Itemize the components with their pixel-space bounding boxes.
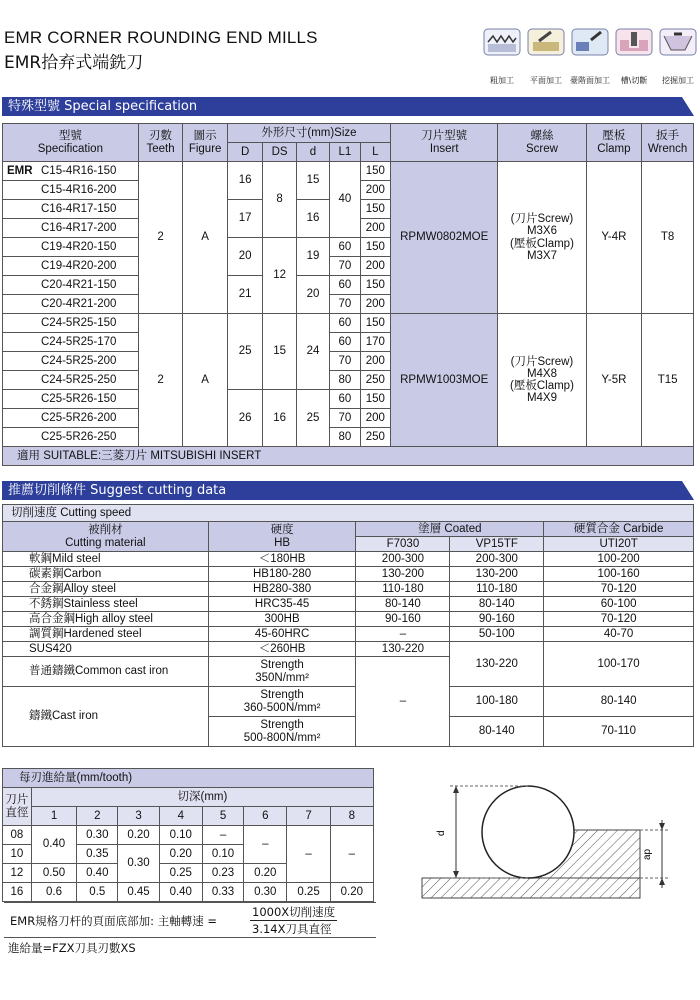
L-cell: 200 [360, 181, 390, 200]
feed-title: 每刃進給量(mm/tooth) [3, 769, 374, 788]
L1-cell: 40 [330, 162, 360, 238]
figure-cell: A [183, 314, 228, 447]
L-cell: 150 [360, 390, 390, 409]
hb-cell: HRC35-45 [208, 597, 356, 612]
col-insert [391, 124, 498, 162]
screw-line: M3X6 [526, 225, 557, 238]
feed-table [2, 768, 374, 902]
depth-8: 8 [330, 807, 373, 826]
D-cell: 20 [227, 238, 262, 276]
hb-cell [208, 687, 356, 717]
d-cell: 20 [296, 276, 329, 314]
hb-line: 500-800N/mm² [243, 731, 321, 744]
f7030-cell: 130-200 [356, 567, 450, 582]
col-hardness-en: HB [274, 536, 291, 549]
feed-cell: 0.25 [159, 864, 202, 883]
d-cell: 19 [296, 238, 329, 276]
vp15tf-cell: 200-300 [450, 552, 544, 567]
material-cell: SUS420 [3, 642, 209, 657]
uti20t-cell: 80-140 [544, 687, 694, 717]
col-wrench-cn: 扳手 [656, 130, 680, 143]
formula-prefix: EMR規格刀杆的頁面底部加: 主軸轉速 = [10, 914, 217, 928]
col-d: d [296, 143, 329, 162]
feed-formula: 進給量=FZX刀具刃數XS [8, 941, 136, 955]
slot-cutting-icon-graphic [615, 28, 653, 56]
model-code: C24-5R25-170 [41, 335, 117, 348]
cavity-machining-icon-graphic [659, 28, 697, 56]
L-cell: 200 [360, 219, 390, 238]
col-vp15tf: VP15TF [450, 537, 544, 552]
depth-1: 1 [31, 807, 76, 826]
feed-cell: 0.40 [77, 864, 118, 883]
model-code: C16-4R17-150 [41, 202, 117, 215]
f7030-cell: – [356, 627, 450, 642]
col-dia-line: 直徑 [5, 806, 29, 819]
dia-cell: 12 [3, 864, 32, 883]
col-insert-cn: 刀片型號 [421, 130, 468, 143]
depth-3: 3 [118, 807, 159, 826]
table-row [3, 826, 374, 845]
shoulder-machining-icon [570, 28, 610, 86]
col-size: 外形尺寸(mm)Size [227, 124, 390, 143]
f7030-cell: 110-180 [356, 582, 450, 597]
material-cell: 不銹鋼Stainless steel [3, 597, 209, 612]
table-row [3, 687, 694, 717]
hb-cell [208, 717, 356, 747]
screw-line: (壓板Clamp) [510, 237, 574, 250]
L-cell: 150 [360, 162, 390, 181]
cutting-speed-table [2, 504, 694, 747]
vp15tf-cell: 130-220 [450, 642, 544, 687]
col-uti20t: UTI20T [544, 537, 694, 552]
formula-numerator: 1000X切削速度 [252, 905, 336, 919]
col-clamp-cn: 壓板 [602, 130, 626, 143]
col-DS: DS [263, 143, 296, 162]
depth-4: 4 [159, 807, 202, 826]
feed-cell: 0.20 [330, 883, 373, 902]
feed-cell: 0.33 [202, 883, 243, 902]
screw-line: (壓板Clamp) [510, 380, 574, 392]
model-code: C25-5R26-200 [41, 411, 117, 424]
hb-cell [208, 657, 356, 687]
uti20t-cell: 100-200 [544, 552, 694, 567]
spec-table [2, 123, 694, 466]
L-cell: 150 [360, 314, 390, 333]
feed-cell: 0.6 [31, 883, 76, 902]
col-spec [3, 124, 139, 162]
ap-label: ap [642, 848, 653, 860]
L1-cell: 60 [330, 238, 360, 257]
wrench-cell: T8 [642, 162, 694, 314]
uti20t-cell: 70-110 [544, 717, 694, 747]
screw-line: (刀片Screw) [510, 355, 574, 368]
L1-cell: 80 [330, 371, 360, 390]
figure-cell: A [183, 162, 228, 314]
material-cell: 軟鋼Mild steel [3, 552, 209, 567]
L1-cell: 60 [330, 390, 360, 409]
depth-6: 6 [244, 807, 287, 826]
L-cell: 200 [360, 409, 390, 428]
cutting-diagram [410, 780, 700, 915]
model-code: C15-4R16-200 [41, 183, 117, 196]
col-screw-en: Screw [525, 142, 558, 155]
feed-cell: – [244, 826, 287, 864]
col-dia-line: 刀片 [5, 794, 29, 807]
rough-machining-icon [482, 28, 522, 86]
model-code: C20-4R21-200 [41, 297, 117, 310]
hb-line: Strength [260, 659, 304, 672]
shoulder-machining-icon-graphic [571, 28, 609, 56]
table-row-model [3, 409, 139, 428]
col-material [3, 522, 209, 552]
col-dia [3, 788, 32, 826]
table-row [3, 567, 694, 582]
L1-cell: 70 [330, 409, 360, 428]
table-row-model [3, 238, 139, 257]
hb-cell: HB280-380 [208, 582, 356, 597]
model-code: C19-4R20-150 [41, 240, 117, 253]
table-row-model [3, 333, 139, 352]
L-cell: 150 [360, 276, 390, 295]
vp15tf-cell: 50-100 [450, 627, 544, 642]
page-title: EMR CORNER ROUNDING END MILLS [4, 28, 318, 47]
table-row [3, 627, 694, 642]
D-cell: 26 [227, 390, 262, 447]
feed-cell: – [287, 826, 330, 883]
screw-line: (刀片Screw) [510, 213, 574, 226]
table-row-model [3, 276, 139, 295]
vp15tf-cell: 90-160 [450, 612, 544, 627]
teeth-cell: 2 [138, 162, 183, 314]
DS-cell: 12 [263, 238, 296, 314]
col-coated: 塗層 Coated [356, 522, 544, 537]
special-spec-bar: 特殊型號 Special specification [2, 97, 682, 116]
col-wrench [642, 124, 694, 162]
shoulder-machining-label: 臺階面加工 [570, 76, 610, 85]
screw-line: M4X8 [526, 367, 557, 380]
model-code: C24-5R25-200 [41, 354, 117, 367]
arrow-head [659, 878, 665, 885]
model-code: C20-4R21-150 [41, 278, 117, 291]
L1-cell: 70 [330, 257, 360, 276]
D-cell: 25 [227, 314, 262, 390]
table-row-model [3, 162, 139, 181]
feed-cell: 0.10 [159, 826, 202, 845]
vp15tf-cell: 100-180 [450, 687, 544, 717]
arrow-head [659, 823, 665, 830]
table-row [3, 597, 694, 612]
model-code: C16-4R17-200 [41, 221, 117, 234]
table-row-model [3, 181, 139, 200]
table-row [3, 612, 694, 627]
material-cell: 普通鑄鐵Common cast iron [3, 657, 209, 687]
hb-cell: 45-60HRC [208, 627, 356, 642]
cutting-data-bar: 推薦切削條件 Suggest cutting data [2, 481, 682, 500]
screw-cell [498, 162, 586, 314]
col-L1: L1 [330, 143, 360, 162]
col-insert-en: Insert [429, 142, 459, 155]
material-cell: 調質鋼Hardened steel [3, 627, 209, 642]
d-cell: 16 [296, 200, 329, 238]
DS-cell: 15 [263, 314, 296, 390]
col-material-cn: 被削材 [88, 524, 123, 537]
DS-cell: 8 [263, 162, 296, 238]
uti20t-cell: 60-100 [544, 597, 694, 612]
table-row-model [3, 314, 139, 333]
col-depth: 切深(mm) [31, 788, 373, 807]
screw-line: M3X7 [526, 249, 557, 262]
feed-cell: 0.30 [118, 845, 159, 883]
col-figure-cn: 圖示 [193, 130, 217, 143]
d-cell: 15 [296, 162, 329, 200]
DS-cell: 16 [263, 390, 296, 447]
machining-icons [482, 28, 698, 85]
dia-cell: 08 [3, 826, 32, 845]
col-carbide: 硬質合金 Carbide [544, 522, 694, 537]
vp15tf-cell: 110-180 [450, 582, 544, 597]
page-subtitle: EMR拾弃式端銑刀 [4, 53, 144, 73]
d-cell: 24 [296, 314, 329, 390]
feed-cell: 0.20 [159, 845, 202, 864]
spec-footer: 適用 SUITABLE:三菱刀片 MITSUBISHI INSERT [3, 447, 694, 466]
D-cell: 17 [227, 200, 262, 238]
col-spec-cn: 型號 [58, 130, 82, 143]
hb-cell: HB180-280 [208, 567, 356, 582]
col-spec-en: Specification [37, 142, 103, 155]
face-machining-icon-graphic [527, 28, 565, 56]
cavity-machining-icon [658, 28, 698, 86]
table-row-model [3, 428, 139, 447]
table-row-model [3, 200, 139, 219]
feed-cell: 0.25 [287, 883, 330, 902]
table-row-model [3, 295, 139, 314]
f7030-cell: 130-220 [356, 642, 450, 657]
teeth-cell: 2 [138, 314, 183, 447]
model-code: C25-5R26-250 [41, 430, 117, 443]
col-material-en: Cutting material [65, 536, 146, 549]
depth-7: 7 [287, 807, 330, 826]
hb-cell: ＜260HB [208, 642, 356, 657]
col-hardness-cn: 硬度 [270, 524, 294, 537]
vp15tf-cell: 80-140 [450, 597, 544, 612]
depth-5: 5 [202, 807, 243, 826]
f7030-cell: 200-300 [356, 552, 450, 567]
col-teeth-en: Teeth [146, 142, 175, 155]
clamp-cell: Y-5R [586, 314, 642, 447]
col-D: D [227, 143, 262, 162]
L-cell: 150 [360, 200, 390, 219]
hb-line: Strength [260, 689, 304, 702]
face-machining-icon [526, 28, 566, 86]
L-cell: 250 [360, 428, 390, 447]
screw-cell [498, 314, 586, 447]
depth-2: 2 [77, 807, 118, 826]
material-cell: 碳素鋼Carbon [3, 567, 209, 582]
model-code: C24-5R25-250 [41, 373, 117, 386]
formula-denominator: 3.14X刀具直徑 [252, 922, 332, 936]
dia-cell: 16 [3, 883, 32, 902]
model-code: C15-4R16-150 [41, 164, 117, 177]
feed-cell: 0.5 [77, 883, 118, 902]
feed-cell: 0.23 [202, 864, 243, 883]
col-figure [183, 124, 228, 162]
table-row-model [3, 352, 139, 371]
f7030-cell: 90-160 [356, 612, 450, 627]
col-hardness [208, 522, 356, 552]
model-code: C24-5R25-150 [41, 316, 117, 329]
cutting-speed-title: 切削速度 Cutting speed [3, 505, 694, 522]
workpiece-base [422, 878, 640, 898]
spindle-formula [4, 902, 376, 938]
round-insert [482, 786, 574, 878]
feed-cell: 0.50 [31, 864, 76, 883]
col-figure-en: Figure [188, 142, 222, 155]
D-cell: 21 [227, 276, 262, 314]
feed-cell: 0.10 [202, 845, 243, 864]
feed-cell: 0.45 [118, 883, 159, 902]
L-cell: 150 [360, 238, 390, 257]
model-code: C19-4R20-200 [41, 259, 117, 272]
feed-cell: 0.35 [77, 845, 118, 864]
col-clamp [586, 124, 642, 162]
L-cell: 200 [360, 295, 390, 314]
uti20t-cell: 100-170 [544, 642, 694, 687]
table-row [3, 582, 694, 597]
uti20t-cell: 70-120 [544, 612, 694, 627]
L-cell: 170 [360, 333, 390, 352]
table-row-model [3, 219, 139, 238]
feed-cell: 0.20 [244, 864, 287, 883]
d-label: d [436, 830, 447, 836]
table-row [3, 883, 374, 902]
wrench-cell: T15 [642, 314, 694, 447]
insert-cell: RPMW1003MOE [391, 314, 498, 447]
insert-cell: RPMW0802MOE [391, 162, 498, 314]
rough-machining-label: 粗加工 [490, 76, 514, 85]
hb-line: 360-500N/mm² [243, 701, 321, 714]
L-cell: 200 [360, 257, 390, 276]
uti20t-cell: 40-70 [544, 627, 694, 642]
col-teeth [138, 124, 183, 162]
f7030-cell: 80-140 [356, 597, 450, 612]
D-cell: 16 [227, 162, 262, 200]
table-row [3, 642, 694, 657]
vp15tf-cell: 80-140 [450, 717, 544, 747]
L-cell: 250 [360, 371, 390, 390]
col-screw [498, 124, 586, 162]
screw-line: M4X9 [526, 392, 557, 405]
feed-cell: 0.30 [244, 883, 287, 902]
arrow-head [453, 786, 459, 793]
L-cell: 200 [360, 352, 390, 371]
feed-cell: 0.40 [159, 883, 202, 902]
L1-cell: 60 [330, 276, 360, 295]
L1-cell: 70 [330, 352, 360, 371]
col-clamp-en: Clamp [597, 142, 631, 155]
face-machining-label: 平面加工 [530, 76, 562, 85]
model-prefix: EMR [7, 164, 33, 177]
hb-line: Strength [260, 719, 304, 732]
L1-cell: 80 [330, 428, 360, 447]
feed-cell: 0.40 [31, 826, 76, 864]
table-row-model [3, 371, 139, 390]
L1-cell: 70 [330, 295, 360, 314]
slot-cutting-icon [614, 28, 654, 86]
dia-cell: 10 [3, 845, 32, 864]
clamp-cell: Y-4R [586, 162, 642, 314]
col-wrench-en: Wrench [647, 142, 688, 155]
f7030-cell: – [356, 657, 450, 747]
col-screw-cn: 螺絲 [530, 130, 554, 143]
table-row-model [3, 257, 139, 276]
arrow-head [453, 871, 459, 878]
slot-cutting-label: 槽\切斷 [620, 76, 648, 85]
hb-line: 350N/mm² [255, 671, 309, 684]
col-f7030: F7030 [356, 537, 450, 552]
hb-cell: 300HB [208, 612, 356, 627]
col-teeth-cn: 刃數 [149, 130, 173, 143]
material-cell: 合金鋼Alloy steel [3, 582, 209, 597]
rough-machining-icon-graphic [483, 28, 521, 56]
d-cell: 25 [296, 390, 329, 447]
col-L: L [360, 143, 390, 162]
uti20t-cell: 70-120 [544, 582, 694, 597]
uti20t-cell: 100-160 [544, 567, 694, 582]
L1-cell: 60 [330, 333, 360, 352]
feed-cell: 0.30 [77, 826, 118, 845]
model-code: C25-5R26-150 [41, 392, 117, 405]
material-cell: 高合金鋼High alloy steel [3, 612, 209, 627]
cavity-machining-label: 挖掘加工 [662, 76, 694, 85]
table-row-model [3, 390, 139, 409]
table-row [3, 552, 694, 567]
hb-cell: ＜180HB [208, 552, 356, 567]
feed-cell: 0.20 [118, 826, 159, 845]
feed-cell: – [330, 826, 373, 883]
material-cell: 鑄鐵Cast iron [3, 687, 209, 747]
vp15tf-cell: 130-200 [450, 567, 544, 582]
feed-cell: – [202, 826, 243, 845]
L1-cell: 60 [330, 314, 360, 333]
